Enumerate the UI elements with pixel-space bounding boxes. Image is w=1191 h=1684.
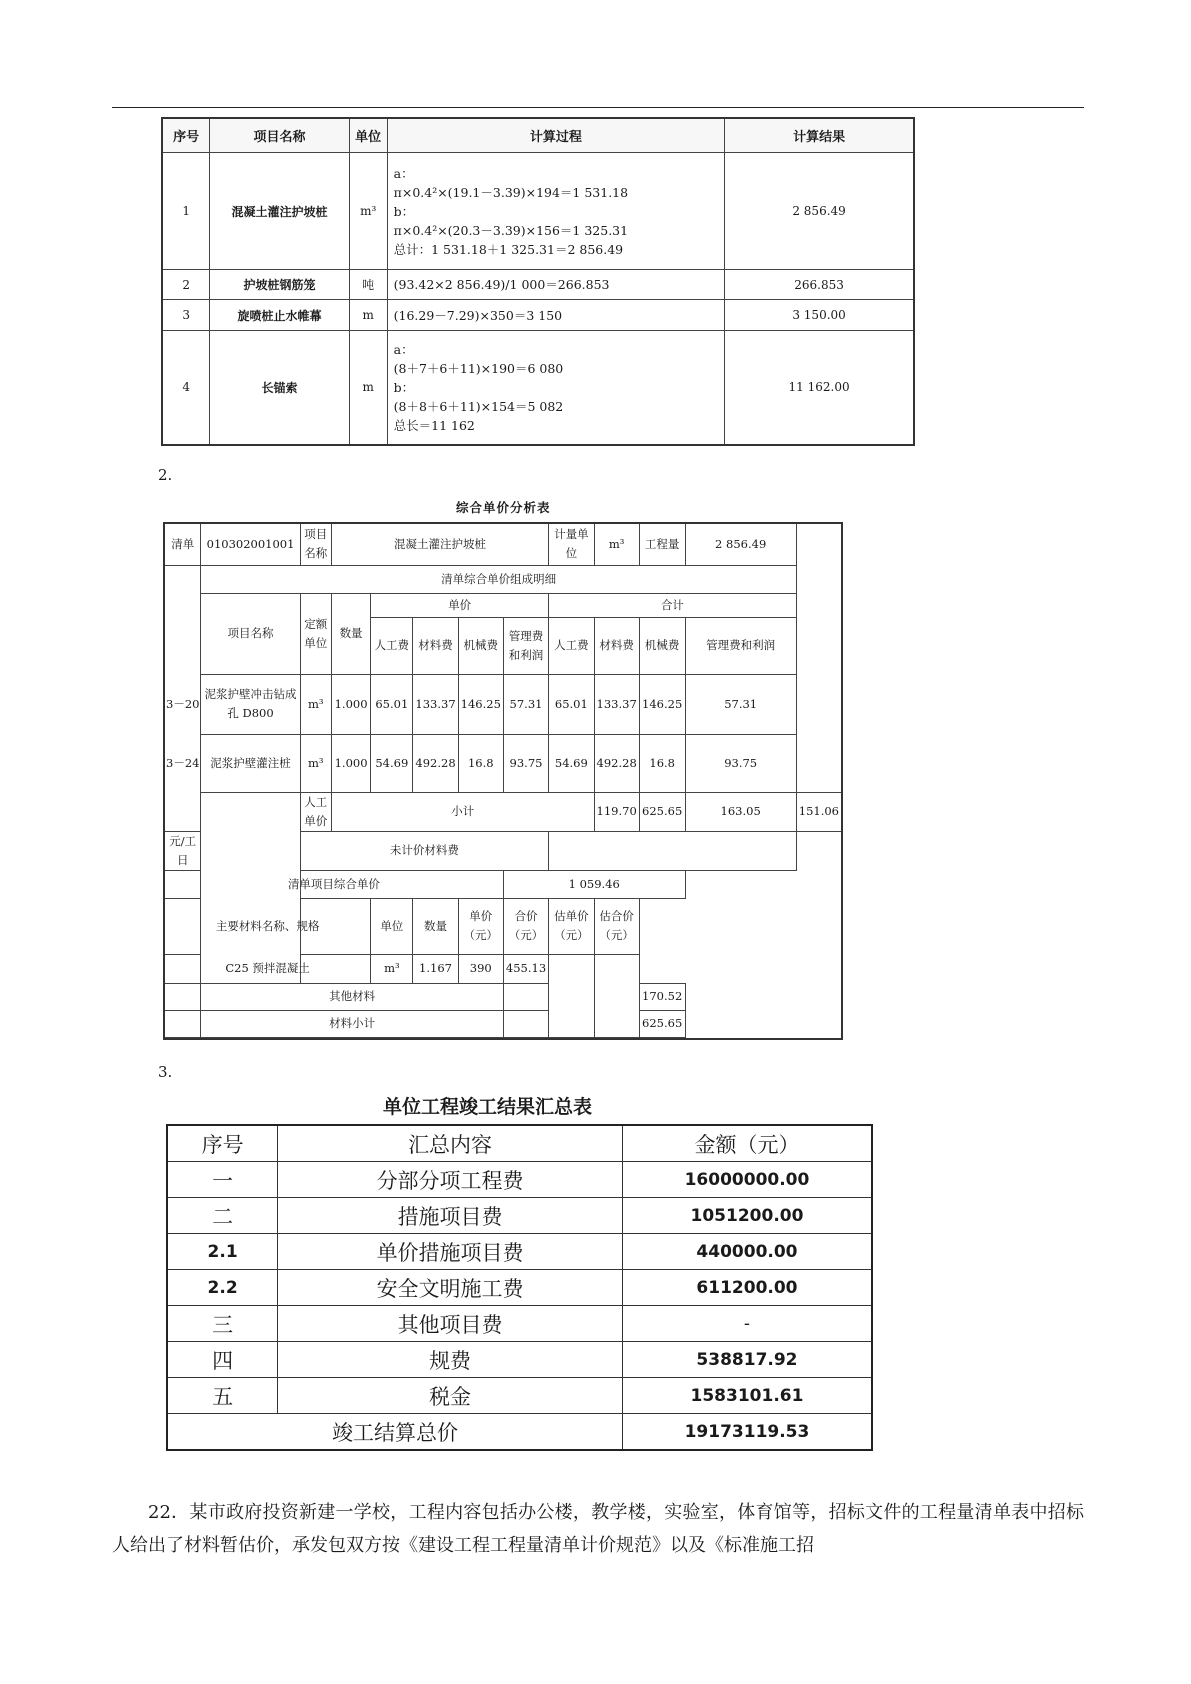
header-rule <box>112 107 1084 108</box>
row-amount: 611200.00 <box>622 1270 872 1306</box>
row-item: 分部分项工程费 <box>278 1162 623 1198</box>
total-col: 机械费 <box>639 617 685 674</box>
table-row <box>164 734 842 792</box>
price-cell: 57.31 <box>503 674 548 734</box>
row-unit: m³ <box>349 153 387 270</box>
header-calc: 计算过程 <box>387 118 725 153</box>
subtotal-cell: 163.05 <box>685 792 796 831</box>
quota-unit: m³ <box>300 734 331 792</box>
row-no: 三 <box>167 1306 278 1342</box>
blank-cell <box>164 1010 201 1037</box>
header-item: 汇总内容 <box>278 1125 623 1162</box>
calc-line: 总长＝11 162 <box>393 417 475 433</box>
calc-line: π×0.4²×(20.3－3.39)×156＝1 325.31 <box>393 222 629 238</box>
mat-price: 390 <box>458 954 503 983</box>
header-unit: 单位 <box>349 118 387 153</box>
table-row <box>167 1270 872 1306</box>
question-paragraph: 22．某市政府投资新建一学校，工程内容包括办公楼，教学楼，实验室，体育馆等，招标文件的工程量清单表中招标人给出了材料暂估价，承发包双方按《建设工程工程量清单计价规范》以及《标准施工招 <box>112 1502 1084 1556</box>
row-no: 3 <box>162 300 210 331</box>
total-cell: 16.8 <box>639 734 685 792</box>
section-label: 3. <box>158 1063 173 1081</box>
header-name: 项目名称 <box>210 118 349 153</box>
table-row <box>164 674 842 734</box>
price-cell: 65.01 <box>371 674 413 734</box>
row-no: 五 <box>167 1378 278 1414</box>
total-cell: 65.01 <box>549 674 594 734</box>
qty-value: 2 856.49 <box>685 523 796 565</box>
table-row <box>164 523 842 565</box>
row-unit: m <box>349 300 387 331</box>
subtotal-label: 小计 <box>331 792 594 831</box>
row-calc <box>387 300 725 331</box>
subtotal-cell: 625.65 <box>639 792 685 831</box>
mat-header: 主要材料名称、规格 <box>164 898 371 954</box>
table-row <box>164 565 842 593</box>
quota-count: 1.000 <box>331 734 370 792</box>
quota-unit: m³ <box>300 674 331 734</box>
header-no: 序号 <box>167 1125 278 1162</box>
price-cell: 54.69 <box>371 734 413 792</box>
completion-summary-table <box>166 1124 873 1451</box>
row-name: 长锚索 <box>210 331 349 445</box>
price-cell: 93.75 <box>503 734 548 792</box>
table-row <box>164 870 842 898</box>
sub-col: 管理费和利润 <box>503 617 548 674</box>
mat-unit-header: 单位 <box>371 898 413 954</box>
calc-line: (93.42×2 856.49)/1 000＝266.853 <box>393 277 610 292</box>
total-cell: 146.25 <box>639 674 685 734</box>
mat-est-price-header: 估单价（元） <box>549 898 594 954</box>
table-row <box>164 1010 842 1037</box>
table-title: 单位工程竣工结果汇总表 <box>383 1096 593 1118</box>
row-no: 四 <box>167 1342 278 1378</box>
col-quota-unit: 定额单位 <box>300 593 331 674</box>
row-amount: 440000.00 <box>622 1234 872 1270</box>
row-no: 二 <box>167 1198 278 1234</box>
subtotal-cell: 151.06 <box>796 792 842 831</box>
table-row <box>164 593 842 617</box>
row-item: 税金 <box>278 1378 623 1414</box>
row-calc <box>387 331 725 445</box>
total-cell: 54.69 <box>549 734 594 792</box>
table-row <box>162 153 914 270</box>
sub-col: 机械费 <box>458 617 503 674</box>
unit-price-header: 单价 <box>371 593 549 617</box>
table-row <box>167 1234 872 1270</box>
row-calc <box>387 153 725 270</box>
header-no: 序号 <box>162 118 210 153</box>
row-no: 2.1 <box>167 1234 278 1270</box>
mat-qty: 1.167 <box>413 954 458 983</box>
row-unit: m <box>349 331 387 445</box>
total-amount: 19173119.53 <box>622 1414 872 1451</box>
composite-label: 清单项目综合单价 <box>164 870 503 898</box>
mat-qty-header: 数量 <box>413 898 458 954</box>
table-row <box>167 1306 872 1342</box>
row-no: 一 <box>167 1162 278 1198</box>
table-row <box>164 954 842 983</box>
price-cell: 146.25 <box>458 674 503 734</box>
col-count: 数量 <box>331 593 370 674</box>
total-col: 人工费 <box>549 617 594 674</box>
qty-label: 工程量 <box>639 523 685 565</box>
unit-price-analysis-table <box>163 522 843 1040</box>
row-amount: 1583101.61 <box>622 1378 872 1414</box>
total-header: 合计 <box>549 593 797 617</box>
row-unit: 吨 <box>349 270 387 300</box>
blank-cell <box>164 983 201 1010</box>
quota-name: 泥浆护壁冲击钻成孔 D800 <box>201 674 300 734</box>
calc-line: b： <box>393 203 415 219</box>
row-name: 护坡桩钢筋笼 <box>210 270 349 300</box>
row-item: 规费 <box>278 1342 623 1378</box>
table-row <box>164 898 842 954</box>
yuan-day-label: 元/工日 <box>164 831 201 870</box>
table-row <box>162 270 914 300</box>
row-amount: 16000000.00 <box>622 1162 872 1198</box>
calculation-table <box>161 117 915 446</box>
total-cell: 57.31 <box>685 674 796 734</box>
total-col: 材料费 <box>594 617 639 674</box>
price-cell: 16.8 <box>458 734 503 792</box>
row-calc <box>387 270 725 300</box>
table-row <box>167 1162 872 1198</box>
row-item: 其他项目费 <box>278 1306 623 1342</box>
table-row <box>167 1198 872 1234</box>
total-col: 管理费和利润 <box>685 617 796 674</box>
row-name: 旋喷桩止水帷幕 <box>210 300 349 331</box>
mat-unit: m³ <box>371 954 413 983</box>
mat-sub-value: 625.65 <box>639 1010 685 1037</box>
table-row <box>162 331 914 445</box>
row-item: 安全文明施工费 <box>278 1270 623 1306</box>
section-label: 2. <box>158 466 173 484</box>
row-no: 4 <box>162 331 210 445</box>
row-result: 3 150.00 <box>725 300 914 331</box>
calc-line: a： <box>393 341 414 357</box>
table-total-row <box>167 1414 872 1451</box>
row-result: 2 856.49 <box>725 153 914 270</box>
labor-price-label: 人工单价 <box>300 792 331 831</box>
row-result: 266.853 <box>725 270 914 300</box>
mat-total: 455.13 <box>503 954 548 983</box>
header-result: 计算结果 <box>725 118 914 153</box>
table-row <box>167 1378 872 1414</box>
table-title: 综合单价分析表 <box>456 500 551 515</box>
row-amount: 1051200.00 <box>622 1198 872 1234</box>
detail-label: 清单综合单价组成明细 <box>201 565 796 593</box>
other-mat-label: 其他材料 <box>201 983 503 1010</box>
other-mat-value: 170.52 <box>639 983 685 1010</box>
sub-col: 人工费 <box>371 617 413 674</box>
unit-label: 计量单位 <box>549 523 594 565</box>
mat-price-header: 单价（元） <box>458 898 503 954</box>
row-item: 措施项目费 <box>278 1198 623 1234</box>
table-header-row <box>167 1125 872 1162</box>
calc-line: a： <box>393 165 414 181</box>
quota-count: 1.000 <box>331 674 370 734</box>
row-name: 混凝土灌注护坡桩 <box>210 153 349 270</box>
calc-line: π×0.4²×(19.1－3.39)×194＝1 531.18 <box>393 184 629 200</box>
total-cell: 93.75 <box>685 734 796 792</box>
composite-value: 1 059.46 <box>503 870 685 898</box>
unpriced-label: 未计价材料费 <box>300 831 549 870</box>
table-row <box>162 300 914 331</box>
blank-cell <box>503 983 548 1010</box>
blank-cell <box>549 954 594 1037</box>
mat-total-header: 合价（元） <box>503 898 548 954</box>
table-row <box>164 983 842 1010</box>
calc-line: (16.29－7.29)×350＝3 150 <box>393 307 563 323</box>
row-amount: 538817.92 <box>622 1342 872 1378</box>
col-name: 项目名称 <box>201 593 300 674</box>
calc-line: (8＋8＋6＋11)×154＝5 082 <box>393 398 564 414</box>
row-amount: - <box>622 1306 872 1342</box>
calc-line: b： <box>393 379 415 395</box>
quota-code: 3－24 <box>166 756 200 770</box>
qd-label: 清单 <box>164 523 201 565</box>
table-header-row <box>162 118 914 153</box>
row-no: 1 <box>162 153 210 270</box>
blank-cell <box>549 831 797 870</box>
calc-line: 总计：1 531.18＋1 325.31＝2 856.49 <box>393 241 624 257</box>
price-cell: 133.37 <box>413 674 458 734</box>
row-item: 单价措施项目费 <box>278 1234 623 1270</box>
item-label: 项目名称 <box>300 523 331 565</box>
item-name: 混凝土灌注护坡桩 <box>331 523 548 565</box>
qd-code: 010302001001 <box>201 523 300 565</box>
row-no: 2 <box>162 270 210 300</box>
mat-sub-label: 材料小计 <box>201 1010 503 1037</box>
quota-code: 3－20 <box>166 697 200 711</box>
row-result: 11 162.00 <box>725 331 914 445</box>
mat-name: C25 预拌混凝土 <box>164 954 371 983</box>
mat-est-total-header: 估合价（元） <box>594 898 639 954</box>
subtotal-cell: 119.70 <box>594 792 639 831</box>
total-cell: 492.28 <box>594 734 639 792</box>
total-label: 竣工结算总价 <box>167 1414 622 1451</box>
blank-cell <box>594 954 639 1037</box>
header-amount: 金额（元） <box>622 1125 872 1162</box>
table-row <box>167 1342 872 1378</box>
row-no: 2.2 <box>167 1270 278 1306</box>
price-cell: 492.28 <box>413 734 458 792</box>
sub-col: 材料费 <box>413 617 458 674</box>
calc-line: (8＋7＋6＋11)×190＝6 080 <box>393 360 564 376</box>
table-row <box>164 792 842 831</box>
blank-cell <box>503 1010 548 1037</box>
unit-value: m³ <box>594 523 639 565</box>
total-cell: 133.37 <box>594 674 639 734</box>
quota-name: 泥浆护壁灌注桩 <box>201 734 300 792</box>
